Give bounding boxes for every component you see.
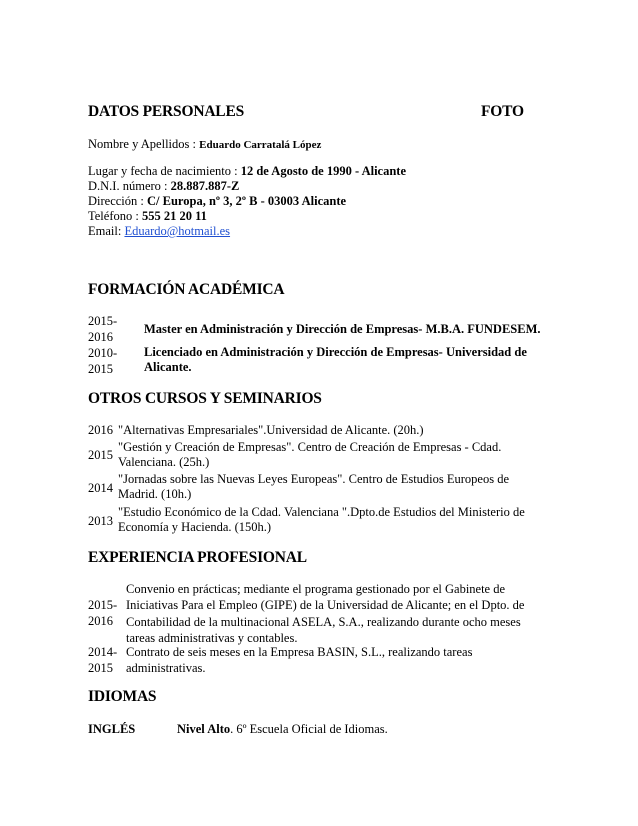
experience-line: Contrato de seis meses en la Empresa BASIN, S.L., realizando tareas bbox=[126, 645, 473, 659]
experience-year-start: 2014- bbox=[88, 645, 118, 659]
course-year: 2014 bbox=[88, 481, 113, 495]
course-year: 2015 bbox=[88, 448, 113, 462]
courses-heading: OTROS CURSOS Y SEMINARIOS bbox=[88, 390, 322, 407]
experience-year-end: 2015 bbox=[88, 661, 113, 675]
address-label: Dirección bbox=[88, 194, 138, 208]
experience-item bbox=[126, 644, 472, 677]
course-year: 2016 bbox=[88, 423, 113, 437]
phone-value: 555 21 20 11 bbox=[141, 209, 207, 223]
languages-heading: IDIOMAS bbox=[88, 688, 157, 705]
course-text-line: Economía y Hacienda. (150h.) bbox=[118, 520, 272, 534]
dni-value: 28.887.887-Z bbox=[170, 179, 240, 193]
experience-line: Convenio en prácticas; mediante el programa gestionado por el Gabinete de bbox=[126, 582, 506, 596]
education-heading: FORMACIÓN ACADÉMICA bbox=[88, 281, 285, 298]
language-name: INGLÉS bbox=[88, 722, 136, 736]
education-item: Master en Administración y Dirección de Empresas- M.B.A. FUNDESEM. bbox=[144, 322, 541, 336]
language-level-row bbox=[177, 722, 388, 737]
dni-row: D.N.I. número : 28.887.887-Z bbox=[88, 179, 240, 193]
phone-label: Teléfono bbox=[88, 209, 133, 223]
experience-year-end: 2016 bbox=[88, 614, 113, 628]
course-text bbox=[118, 505, 525, 535]
dni-label: D.N.I. número bbox=[88, 179, 161, 193]
course-text-line: "Jornadas sobre las Nuevas Leyes Europeas". Centro de Estudios Europeos de bbox=[118, 472, 510, 486]
education-item-line: Licenciado en Administración y Dirección de Empresas- Universidad de bbox=[144, 345, 527, 359]
course-text bbox=[118, 440, 501, 470]
name-value: Eduardo Carratalá López bbox=[199, 139, 322, 151]
education-item-line: Alicante. bbox=[144, 360, 192, 374]
education-year-start: 2015- bbox=[88, 314, 118, 328]
birth-row: Lugar y fecha de nacimiento : 12 de Agosto de 1990 - Alicante bbox=[88, 164, 407, 178]
education-year-end: 2015 bbox=[88, 362, 113, 376]
course-text-line: "Gestión y Creación de Empresas". Centro de Creación de Empresas - Cdad. bbox=[118, 440, 502, 454]
course-text-line: Valenciana. (25h.) bbox=[118, 455, 210, 469]
education-years bbox=[88, 345, 117, 377]
language-level: Nivel Alto bbox=[177, 722, 231, 736]
experience-years bbox=[88, 644, 117, 676]
email-link[interactable]: Eduardo@hotmail.es bbox=[124, 224, 231, 238]
education-year-start: 2010- bbox=[88, 346, 118, 360]
course-text-line: Madrid. (10h.) bbox=[118, 487, 192, 501]
address-row: Dirección : C/ Europa, nº 3, 2º B - 03003 Alicante bbox=[88, 194, 347, 208]
personal-heading: DATOS PERSONALES bbox=[88, 103, 245, 120]
experience-item bbox=[126, 581, 524, 646]
email-row bbox=[88, 224, 230, 239]
experience-line: administrativas. bbox=[126, 661, 206, 676]
education-year-end: 2016 bbox=[88, 330, 113, 344]
education-years bbox=[88, 313, 117, 345]
course-text-line: "Estudio Económico de la Cdad. Valenciana ".Dpto.de Estudios del Ministerio de bbox=[118, 505, 525, 519]
education-item bbox=[144, 345, 527, 375]
experience-line: Iniciativas Para el Empleo (GIPE) de la Universidad de Alicante; en el Dpto. de bbox=[126, 598, 525, 613]
experience-year-start: 2015- bbox=[88, 598, 118, 612]
experience-line: tareas administrativas y contables. bbox=[126, 630, 298, 645]
experience-line: Contabilidad de la multinacional ASELA, S.A., realizando durante ocho meses bbox=[126, 614, 521, 629]
photo-label: FOTO bbox=[481, 103, 524, 120]
address-value: C/ Europa, nº 3, 2º B - 03003 Alicante bbox=[147, 194, 347, 208]
experience-heading: EXPERIENCIA PROFESIONAL bbox=[88, 549, 307, 566]
course-text bbox=[118, 472, 509, 502]
birth-label: Lugar y fecha de nacimiento bbox=[88, 164, 231, 178]
course-year: 2013 bbox=[88, 514, 113, 528]
course-text: "Alternativas Empresariales".Universidad de Alicante. (20h.) bbox=[118, 423, 424, 437]
birth-value: 12 de Agosto de 1990 - Alicante bbox=[240, 164, 407, 178]
email-label: Email: bbox=[88, 224, 122, 238]
experience-years bbox=[88, 597, 117, 629]
name-label: Nombre y Apellidos bbox=[88, 137, 190, 151]
phone-row: Teléfono : 555 21 20 11 bbox=[88, 209, 207, 223]
name-row: Nombre y Apellidos : Eduardo Carratalá López bbox=[88, 137, 322, 151]
language-detail: . 6º Escuela Oficial de Idiomas. bbox=[230, 722, 388, 736]
